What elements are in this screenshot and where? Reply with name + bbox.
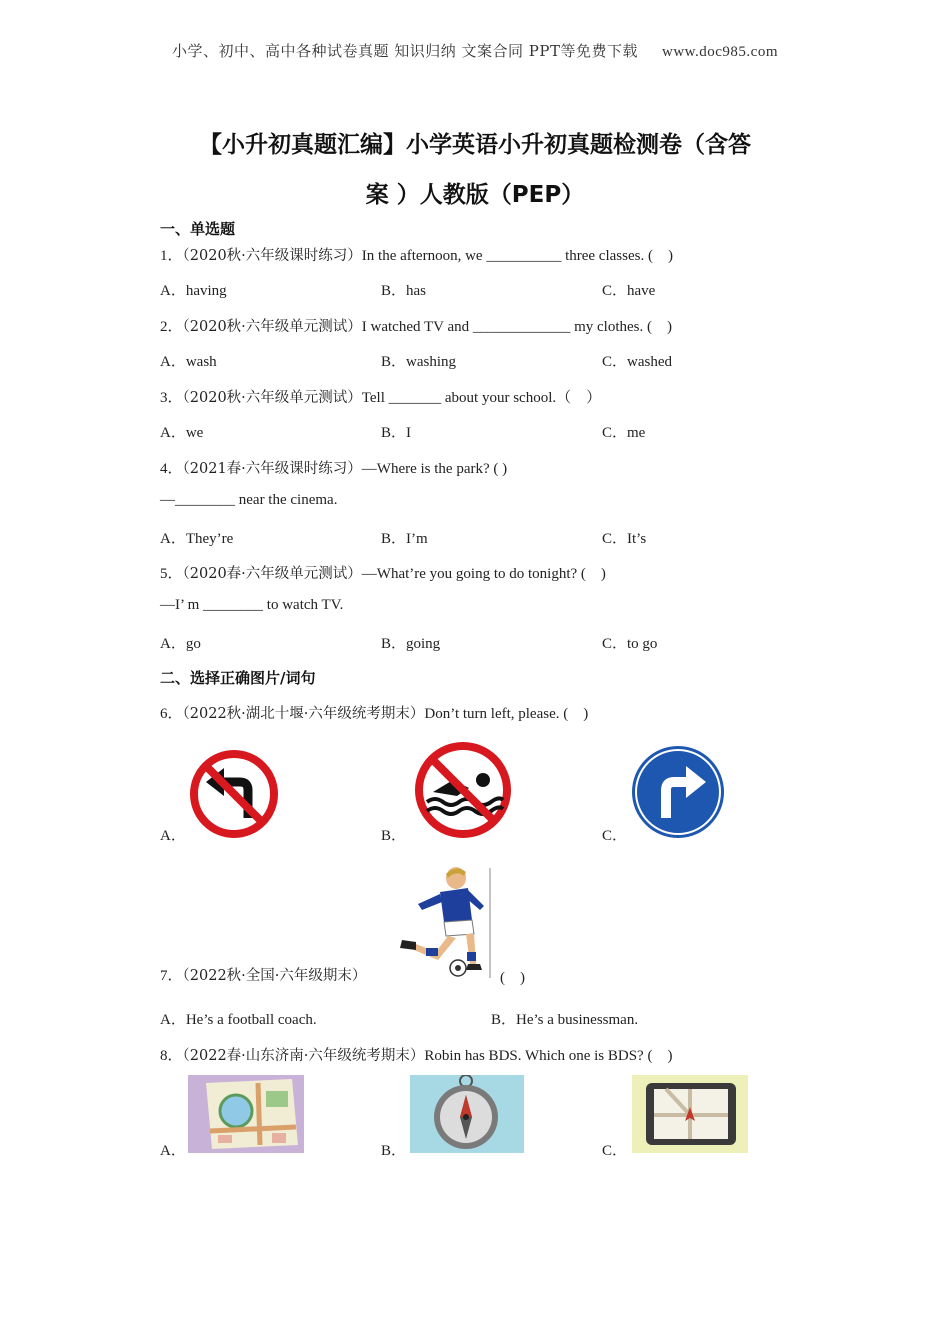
question-3 <box>160 386 601 407</box>
question-4 <box>160 457 507 478</box>
question-number: 3． <box>160 390 183 406</box>
q3-option-c[interactable]: C．me <box>602 425 646 441</box>
question-text: Robin has BDS. Which one is BDS? ( ) <box>424 1048 673 1064</box>
q1-option-a[interactable]: A．having <box>160 283 227 299</box>
question-number: 5． <box>160 566 183 582</box>
q5-option-a[interactable]: A．go <box>160 636 201 652</box>
question-text: In the afternoon, we __________ three classes. ( ) <box>361 248 673 264</box>
q5-option-b[interactable]: B．going <box>381 636 441 652</box>
q6-option-b[interactable]: B． <box>381 828 407 844</box>
question-number: 1． <box>160 248 183 264</box>
question-number: 4． <box>160 461 183 477</box>
question-6 <box>160 702 588 723</box>
question-5-line2: —I’ m ________ to watch TV. <box>160 597 344 613</box>
gps-navigator-icon[interactable] <box>632 1075 748 1153</box>
question-text: —Where is the park? ( ) <box>361 461 508 477</box>
q2-option-c[interactable]: C．washed <box>602 354 672 370</box>
q6-option-c[interactable]: C． <box>602 828 628 844</box>
question-source: （2022春·山东济南·六年级统考期末） <box>182 1048 425 1064</box>
q8-option-a[interactable]: A． <box>160 1143 186 1159</box>
q1-option-b[interactable]: B．has <box>381 283 427 299</box>
question-1 <box>160 244 673 265</box>
q7-option-a[interactable]: A．He’s a football coach. <box>160 1012 317 1028</box>
question-number: 6． <box>160 706 183 722</box>
q1-option-c[interactable]: C．have <box>602 283 656 299</box>
q4-option-c[interactable]: C．It’s <box>602 531 647 547</box>
section-heading-single-choice: 一、单选题 <box>160 220 236 238</box>
question-source: （2022秋·全国·六年级期末） <box>182 968 367 984</box>
question-text: Don’t turn left, please. ( ) <box>424 706 589 722</box>
paper-map-icon[interactable] <box>188 1075 304 1153</box>
q7-option-b[interactable]: B．He’s a businessman. <box>491 1012 639 1028</box>
question-8 <box>160 1044 672 1065</box>
q8-option-b[interactable]: B． <box>381 1143 407 1159</box>
football-player-icon <box>396 864 494 980</box>
question-number: 2． <box>160 319 183 335</box>
q6-option-a[interactable]: A． <box>160 828 186 844</box>
q5-option-c[interactable]: C．to go <box>602 636 658 652</box>
question-2 <box>160 315 672 336</box>
q2-option-a[interactable]: A．wash <box>160 354 217 370</box>
header-text: 小学、初中、高中各种试卷真题 知识归纳 文案合同 PPT等免费下载 <box>171 42 638 60</box>
question-text: Tell _______ about your school.（ ） <box>361 390 602 406</box>
question-source: （2022秋·湖北十堰·六年级统考期末） <box>182 706 425 722</box>
q3-option-b[interactable]: B．I <box>381 425 412 441</box>
section-heading-picture-choice: 二、选择正确图片/词句 <box>160 669 316 687</box>
question-7 <box>160 964 366 985</box>
header-site[interactable]: www.doc985.com <box>661 44 778 60</box>
no-swimming-sign-icon[interactable] <box>413 740 513 840</box>
page-title-line1: 【小升初真题汇编】小学英语小升初真题检测卷（含答 <box>199 132 751 158</box>
question-5 <box>160 562 606 583</box>
question-source: （2020秋·六年级单元测试） <box>182 319 362 335</box>
turn-right-sign-icon[interactable] <box>630 744 726 840</box>
page-header <box>0 40 950 61</box>
question-source: （2020秋·六年级课时练习） <box>182 248 362 264</box>
no-left-turn-sign-icon[interactable] <box>188 748 280 840</box>
q8-option-c[interactable]: C． <box>602 1143 628 1159</box>
question-source: （2020春·六年级单元测试） <box>182 566 362 582</box>
q4-option-a[interactable]: A．They’re <box>160 531 234 547</box>
q3-option-a[interactable]: A．we <box>160 425 204 441</box>
compass-icon[interactable] <box>410 1075 524 1153</box>
question-source: （2021春·六年级课时练习） <box>182 461 362 477</box>
page-title-line2: 案 ）人教版（PEP） <box>365 182 585 208</box>
question-number: 7． <box>160 968 183 984</box>
question-source: （2020秋·六年级单元测试） <box>182 390 362 406</box>
q4-option-b[interactable]: B．I’m <box>381 531 428 547</box>
q2-option-b[interactable]: B．washing <box>381 354 457 370</box>
question-4-line2: —________ near the cinema. <box>160 492 338 508</box>
question-text: —What’re you going to do tonight? ( ) <box>361 566 606 582</box>
question-number: 8． <box>160 1048 183 1064</box>
question-7-blank: ( ) <box>500 970 525 986</box>
question-text: I watched TV and _____________ my clothes. ( ) <box>361 319 673 335</box>
